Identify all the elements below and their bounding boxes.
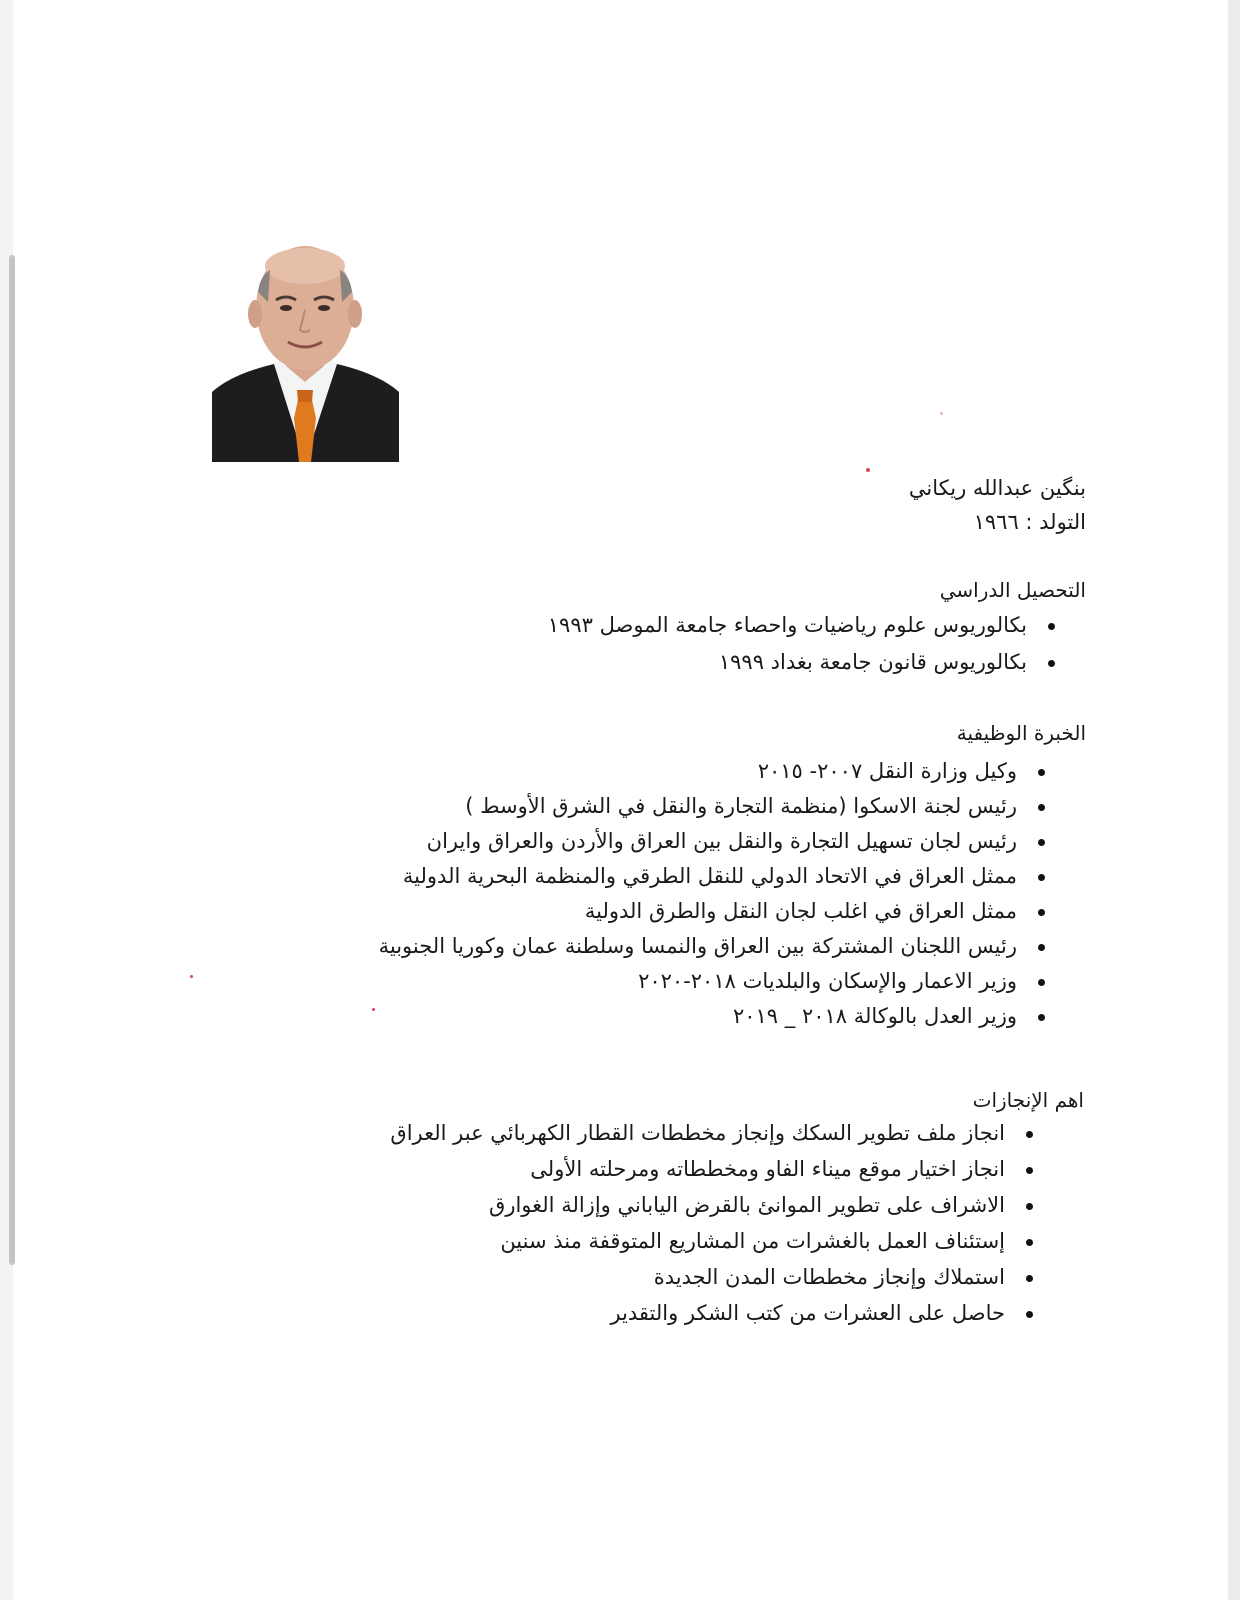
list-item: وزير العدل بالوكالة ٢٠١٨ _ ٢٠١٩ — [379, 1003, 1045, 1029]
list-item: رئيس لجنة الاسكوا (منظمة التجارة والنقل في الشرق الأوسط ) — [379, 793, 1045, 819]
list-item: ممثل العراق في الاتحاد الدولي للنقل الطرقي والمنظمة البحرية الدولية — [379, 863, 1045, 889]
vertical-scrollbar[interactable] — [9, 255, 15, 1265]
list-item: بكالوريوس قانون جامعة بغداد ١٩٩٩ — [548, 649, 1055, 675]
experience-heading: الخبرة الوظيفية — [956, 721, 1086, 745]
list-item: استملاك وإنجاز مخططات المدن الجديدة — [390, 1264, 1033, 1290]
list-item: حاصل على العشرات من كتب الشكر والتقدير — [390, 1300, 1033, 1326]
achievements-list — [390, 1120, 1033, 1326]
list-item: انجاز اختيار موقع ميناء الفاو ومخططاته ومرحلته الأولى — [390, 1156, 1033, 1182]
list-item: رئيس اللجنان المشتركة بين العراق والنمسا وسلطنة عمان وكوريا الجنوبية — [379, 933, 1045, 959]
cv-content — [250, 0, 1086, 1600]
list-item: رئيس لجان تسهيل التجارة والنقل بين العراق والأردن والعراق وايران — [379, 828, 1045, 854]
education-heading: التحصيل الدراسي — [939, 578, 1086, 602]
list-item: انجاز ملف تطوير السكك وإنجاز مخططات القطار الكهربائي عبر العراق — [390, 1120, 1033, 1146]
list-item: وزير الاعمار والإسكان والبلديات ٢٠١٨-٢٠٢٠ — [379, 968, 1045, 994]
list-item: وكيل وزارة النقل ٢٠٠٧- ٢٠١٥ — [379, 758, 1045, 784]
experience-list — [379, 758, 1045, 1029]
list-item: بكالوريوس علوم رياضيات واحصاء جامعة الموصل ١٩٩٣ — [548, 612, 1055, 638]
birth-year: التولد : ١٩٦٦ — [973, 510, 1086, 534]
list-item: الاشراف على تطوير الموانئ بالقرض الياباني وإزالة الغوارق — [390, 1192, 1033, 1218]
achievements-heading: اهم الإنجازات — [972, 1088, 1084, 1112]
scan-speck — [190, 975, 193, 978]
list-item: ممثل العراق في اغلب لجان النقل والطرق الدولية — [379, 898, 1045, 924]
person-name: بنگين عبدالله ريكاني — [908, 476, 1086, 500]
list-item: إستئناف العمل بالغشرات من المشاريع المتوقفة منذ سنين — [390, 1228, 1033, 1254]
page-edge — [1228, 0, 1240, 1600]
education-list — [548, 612, 1055, 675]
